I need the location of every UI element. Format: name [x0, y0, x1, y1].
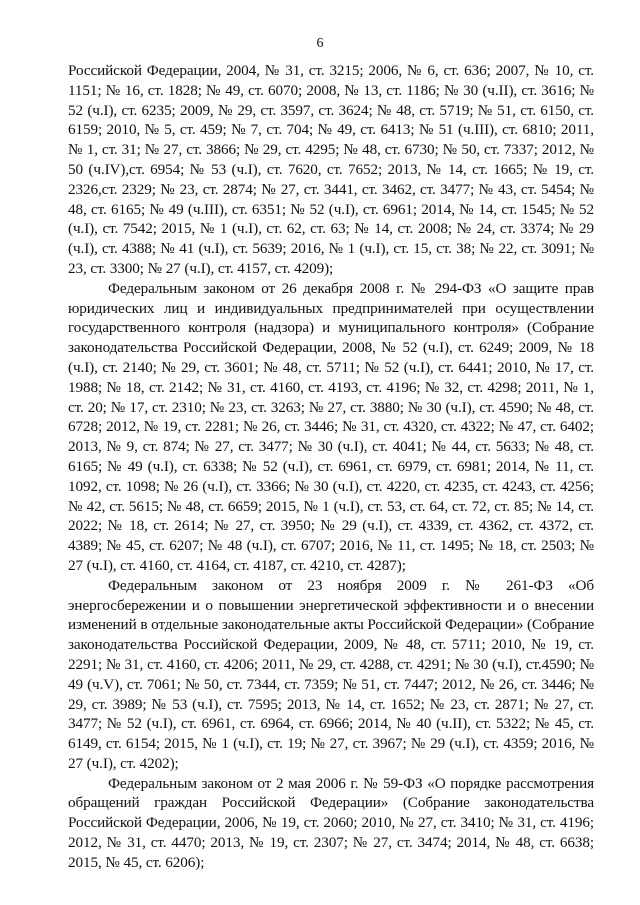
paragraph-law-59-fz: Федеральным законом от 2 мая 2006 г. № 59-ФЗ «О порядке рассмотрения обращений граждан Российской Федерации» (Собрание законодательства Российской Федерации, 2006, № 19, ст. 2060; 2010, № 27, ст. 3410; № 31, ст. 4196; 2012, № 31, ст. 4470; 2013, № 19, ст. 2307; № 27, ст. 3474; 2014, № 48, ст. 6638; 2015, № 45, ст. 6206); — [68, 774, 594, 871]
paragraph-law-261-fz: Федеральным законом от 23 ноября 2009 г. № 261-ФЗ «Об энергосбережении и о повышении энергетической эффективности и о внесении изменений в отдельные законодательные акты Российской Федерации» (Собрание законодательства Российской Федерации, 2009, № 48, ст. 5711; 2010, № 19, ст. 2291; № 31, ст. 4160, ст. 4206; 2011, № 29, ст. 4288, ст. 4291; № 30 (ч.I), ст.4590; № 49 (ч.V), ст. 7061; № 50, ст. 7344, ст. 7359; № 51, ст. 7447; 2012, № 26, ст. 3446; № 29, ст. 3989; № 53 (ч.I), ст. 7595; 2013, № 14, ст. 1652; № 23, ст. 2871; № 27, ст. 3477; № 52 (ч.I), ст. 6961, ст. 6964, ст. 6966; 2014, № 40 (ч.II), ст. 5322; № 45, ст. 6149, ст. 6154; 2015, № 1 (ч.I), ст. 19; № 27, ст. 3967; № 29 (ч.I), ст. 4359; 2016, № 27 (ч.I), ст. 4202); — [68, 576, 594, 772]
paragraph-continuation: Российской Федерации, 2004, № 31, ст. 3215; 2006, № 6, ст. 636; 2007, № 10, ст. 1151; № 16, ст. 1828; № 49, ст. 6070; 2008, № 13, ст. 1186; № 30 (ч.II), ст. 3616; № 52 (ч.I), ст. 6235; 2009, № 29, ст. 3597, ст. 3624; № 48, ст. 5719; № 51, ст. 6150, ст. 6159; 2010, № 5, ст. 459; № 7, ст. 704; № 49, ст. 6413; № 51 (ч.III), ст. 6810; 2011, № 1, ст. 31; № 27, ст. 3866; № 29, ст. 4295; № 48, ст. 6730; № 50, ст. 7337; 2012, № 50 (ч.IV),ст. 6954; № 53 (ч.I), ст. 7620, ст. 7652; 2013, № 14, ст. 1665; № 19, ст. 2326,ст. 2329; № 23, ст. 2874; № 27, ст. 3441, ст. 3462, ст. 3477; № 43, ст. 5454; № 48, ст. 6165; № 49 (ч.III), ст. 6351; № 52 (ч.I), ст. 6961; 2014, № 14, ст. 1545; № 52 (ч.I), ст. 7542; 2015, № 1 (ч.I), ст. 62, ст. 63; № 14, ст. 2008; № 24, ст. 3374; № 29 (ч.I), ст. 4388; № 41 (ч.I), ст. 5639; 2016, № 1 (ч.I), ст. 15, ст. 38; № 22, ст. 3091; № 23, ст. 3300; № 27 (ч.I), ст. 4157, ст. 4209); — [68, 62, 594, 277]
page-number: 6 — [316, 36, 324, 51]
paragraph-law-294-fz: Федеральным законом от 26 декабря 2008 г. № 294-ФЗ «О защите прав юридических лиц и индивидуальных предпринимателей при осуществлении государственного контроля (надзора) и муниципального контроля» (Собрание законодательства Российской Федерации, 2008, № 52 (ч.I), ст. 6249; 2009, № 18 (ч.I), ст. 2140; № 29, ст. 3601; № 48, ст. 5711; № 52 (ч.I), ст. 6441; 2010, № 17, ст. 1988; № 18, ст. 2142; № 31, ст. 4160, ст. 4193, ст. 4196; № 32, ст. 4298; 2011, № 1, ст. 20; № 17, ст. 2310; № 23, ст. 3263; № 27, ст. 3880; № 30 (ч.I), ст. 4590; № 48, ст. 6728; 2012, № 19, ст. 2281; № 26, ст. 3446; № 31, ст. 4320, ст. 4322; № 47, ст. 6402; 2013, № 9, ст. 874; № 27, ст. 3477; № 30 (ч.I), ст. 4041; № 44, ст. 5633; № 48, ст. 6165; № 49 (ч.I), ст. 6338; № 52 (ч.I), ст. 6961, ст. 6979, ст. 6981; 2014, № 11, ст. 1092, ст. 1098; № 26 (ч.I), ст. 3366; № 30 (ч.I), ст. 4220, ст. 4235, ст. 4243, ст. 4256; № 42, ст. 5615; № 48, ст. 6659; 2015, № 1 (ч.I), ст. 53, ст. 64, ст. 72, ст. 85; № 14, ст. 2022; № 18, ст. 2614; № 27, ст. 3950; № 29 (ч.I), ст. 4339, ст. 4362, ст. 4372, ст. 4389; № 45, ст. 6207; № 48 (ч.I), ст. 6707; 2016, № 11, ст. 1495; № 18, ст. 2503; № 27 (ч.I), ст. 4160, ст. 4164, ст. 4187, ст. 4210, ст. 4287); — [68, 279, 594, 574]
document-body — [68, 61, 594, 873]
